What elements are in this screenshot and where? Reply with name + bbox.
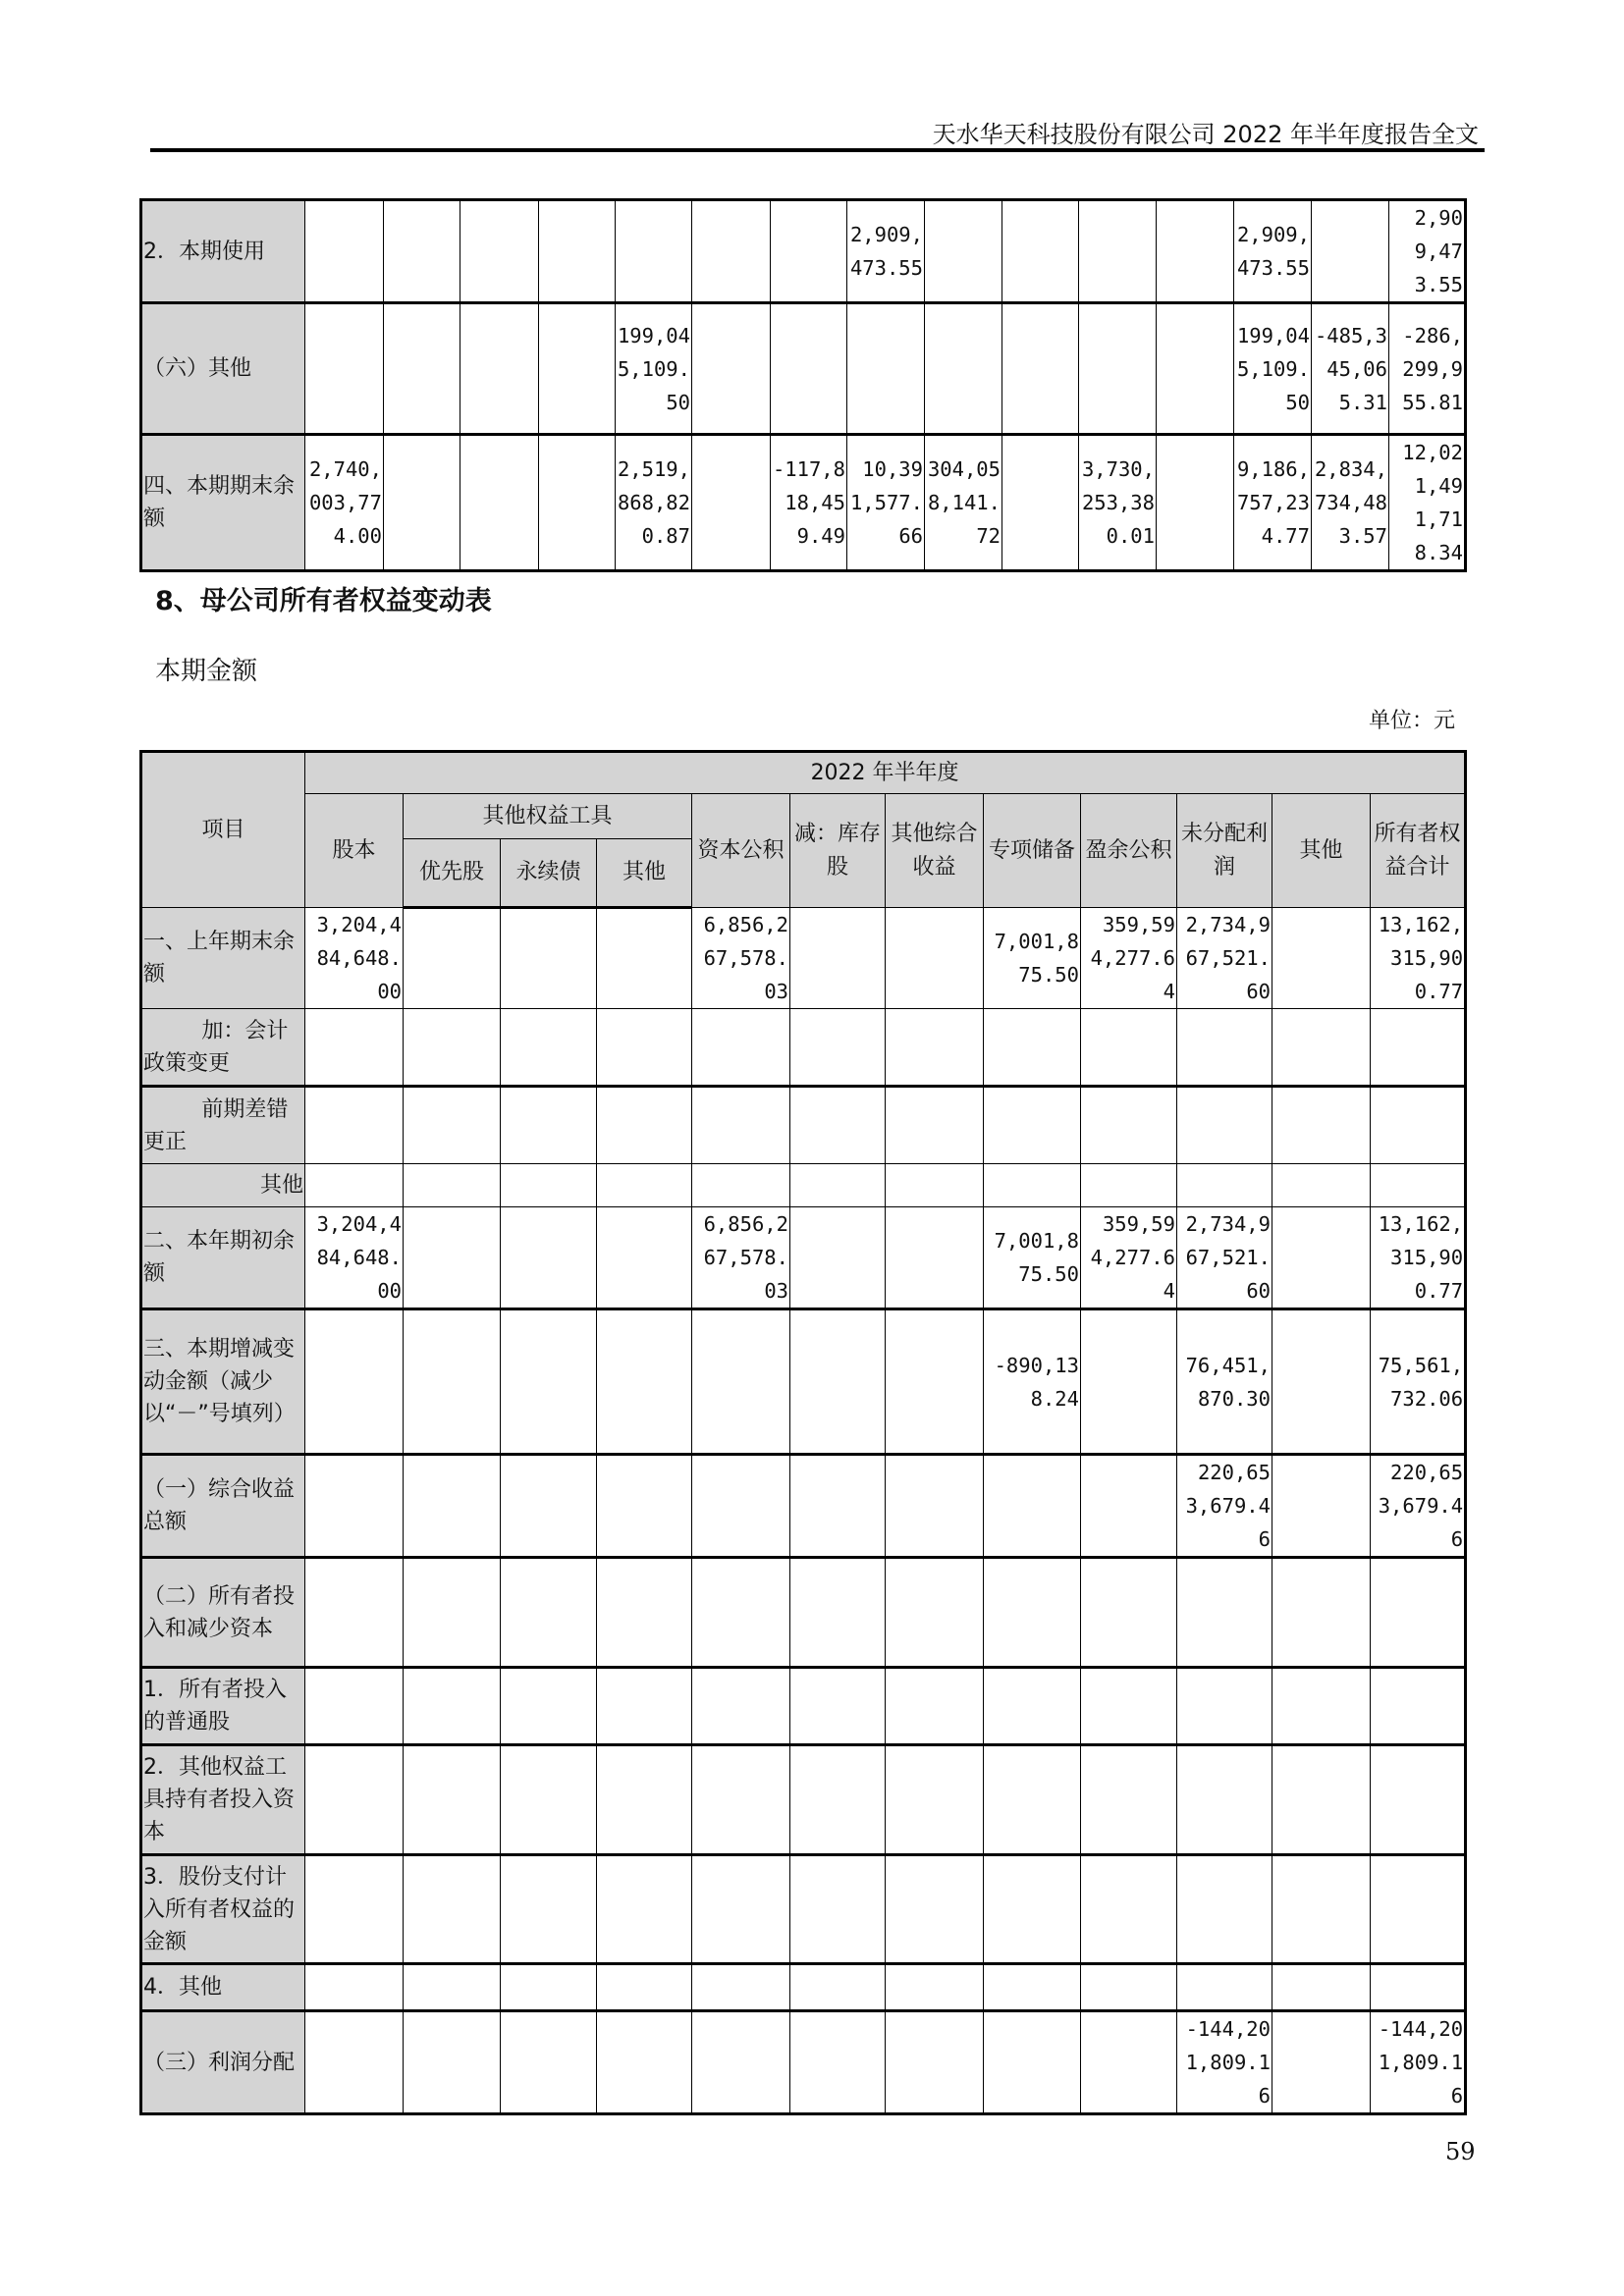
table-cell (692, 2011, 790, 2114)
header-special-reserve: 专项储备 (984, 794, 1081, 908)
table-cell (790, 1164, 886, 1207)
table-cell (1177, 1964, 1272, 2011)
table-cell (305, 200, 384, 303)
table-cell: 6,856,267,578.03 (692, 908, 790, 1009)
table-cell (790, 1309, 886, 1455)
table-cell (501, 1558, 597, 1668)
table-cell (790, 1087, 886, 1164)
table-cell (539, 435, 616, 571)
table-cell (984, 2011, 1081, 2114)
table-cell (886, 1087, 984, 1164)
table-cell (305, 1164, 404, 1207)
row-label: 四、本期期末余额 (141, 435, 305, 571)
table-cell (501, 1455, 597, 1558)
table-cell (539, 200, 616, 303)
table-cell: 2,909,473.55 (1234, 200, 1312, 303)
table-row (141, 1207, 1466, 1309)
table-cell (1079, 200, 1157, 303)
table-row (141, 1964, 1466, 2011)
row-label: 其他 (141, 1164, 305, 1207)
table-cell (790, 1855, 886, 1964)
table-cell: 3,204,484,648.00 (305, 908, 404, 1009)
table-cell (1272, 1207, 1371, 1309)
table-cell (616, 200, 692, 303)
table-cell (1079, 303, 1157, 435)
table-cell (984, 1164, 1081, 1207)
table-row (141, 435, 1466, 571)
table-cell (1177, 1855, 1272, 1964)
table-cell: 3,204,484,648.00 (305, 1207, 404, 1309)
table-cell (1177, 1558, 1272, 1668)
table-cell: 220,653,679.46 (1177, 1455, 1272, 1558)
table-row (141, 1558, 1466, 1668)
table-cell: -286,299,955.81 (1389, 303, 1466, 435)
parent-equity-change-table (139, 750, 1467, 2115)
table-cell: 6,856,267,578.03 (692, 1207, 790, 1309)
table-cell (501, 2011, 597, 2114)
table-cell (460, 200, 539, 303)
table-cell: 76,451,870.30 (1177, 1309, 1272, 1455)
table-cell (692, 1087, 790, 1164)
table-row (141, 2011, 1466, 2114)
table-cell: 2,909,473.55 (847, 200, 925, 303)
table-cell (692, 1164, 790, 1207)
table-cell (886, 1964, 984, 2011)
table-cell (597, 2011, 692, 2114)
table-cell: 9,186,757,234.77 (1234, 435, 1312, 571)
table-cell (305, 1964, 404, 2011)
table-cell (692, 1009, 790, 1087)
table-cell (692, 303, 771, 435)
table-cell: 7,001,875.50 (984, 1207, 1081, 1309)
table-cell: 2,834,734,483.57 (1312, 435, 1389, 571)
row-label: （二）所有者投入和减少资本 (141, 1558, 305, 1668)
table-cell (790, 908, 886, 1009)
header-surplus-reserve: 盈余公积 (1081, 794, 1177, 908)
table-cell (501, 908, 597, 1009)
table-cell (1081, 2011, 1177, 2114)
table-cell (1081, 1009, 1177, 1087)
table-cell (597, 1164, 692, 1207)
table-cell (597, 1745, 692, 1855)
table-cell (1177, 1087, 1272, 1164)
header-preferred-stock: 优先股 (404, 839, 501, 908)
table-cell (404, 1455, 501, 1558)
header-oci: 其他综合收益 (886, 794, 984, 908)
header-retained-earnings: 未分配利润 (1177, 794, 1272, 908)
table-cell (305, 1855, 404, 1964)
table-cell (886, 1164, 984, 1207)
table-cell: -890,138.24 (984, 1309, 1081, 1455)
table-cell (1272, 1087, 1371, 1164)
table-cell (404, 1164, 501, 1207)
table-cell (1272, 1964, 1371, 2011)
table-cell (501, 1009, 597, 1087)
table-cell: 2,909,473.55 (1389, 200, 1466, 303)
table-cell (1157, 303, 1234, 435)
table-cell (1081, 1964, 1177, 2011)
table-row (141, 1745, 1466, 1855)
table-cell (1081, 1558, 1177, 1668)
table-cell: 220,653,679.46 (1371, 1455, 1466, 1558)
document-header-title: 天水华天科技股份有限公司 2022 年半年度报告全文 (932, 121, 1479, 148)
table-cell (384, 303, 460, 435)
table-cell: -144,201,809.16 (1177, 2011, 1272, 2114)
table-row (141, 1009, 1466, 1087)
table-cell (886, 1558, 984, 1668)
unit-label: 单位：元 (1368, 709, 1455, 733)
table-cell (790, 1668, 886, 1745)
header-other: 其他 (1272, 794, 1371, 908)
table-cell (847, 303, 925, 435)
row-label: 前期差错更正 (141, 1087, 305, 1164)
table-cell (501, 1964, 597, 2011)
table-cell (886, 1855, 984, 1964)
table-cell (984, 1855, 1081, 1964)
table-cell (305, 2011, 404, 2114)
table-cell (1002, 435, 1079, 571)
table-cell (790, 1009, 886, 1087)
table-cell (1081, 1309, 1177, 1455)
table-cell (886, 1009, 984, 1087)
table-cell (1157, 200, 1234, 303)
table-cell (1272, 2011, 1371, 2114)
table-cell (1081, 1855, 1177, 1964)
table-cell (501, 1207, 597, 1309)
table-cell (597, 1087, 692, 1164)
table-cell (1177, 1009, 1272, 1087)
table-cell (1371, 1668, 1466, 1745)
table-cell (404, 908, 501, 1009)
table-cell (984, 1668, 1081, 1745)
table-cell (1272, 1668, 1371, 1745)
table-cell (984, 1087, 1081, 1164)
table-cell (1371, 1558, 1466, 1668)
table-row (141, 908, 1466, 1009)
table-row (141, 1087, 1466, 1164)
table-cell (692, 435, 771, 571)
table-cell (305, 1745, 404, 1855)
header-capital-reserve: 资本公积 (692, 794, 790, 908)
table-row (141, 1164, 1466, 1207)
table-cell (790, 1455, 886, 1558)
header-divider (150, 148, 1485, 152)
table-cell (460, 435, 539, 571)
table-cell (692, 1668, 790, 1745)
table-cell (501, 1745, 597, 1855)
table-cell (1272, 1309, 1371, 1455)
header-other-equity: 其他 (597, 839, 692, 908)
table-cell (1371, 1087, 1466, 1164)
row-label: 1．所有者投入的普通股 (141, 1668, 305, 1745)
table-cell (1081, 1164, 1177, 1207)
table-cell (886, 1309, 984, 1455)
table-cell (984, 1964, 1081, 2011)
table-cell: -117,818,459.49 (771, 435, 847, 571)
table-cell (597, 1455, 692, 1558)
table-cell (1177, 1745, 1272, 1855)
table-cell (501, 1855, 597, 1964)
table-cell (771, 303, 847, 435)
table-cell (1272, 1009, 1371, 1087)
table-cell (790, 1207, 886, 1309)
row-label: 三、本期增减变动金额（减少以“－”号填列） (141, 1309, 305, 1455)
table-cell (597, 1207, 692, 1309)
row-label: 3．股份支付计入所有者权益的金额 (141, 1855, 305, 1964)
table-cell (886, 908, 984, 1009)
header-total-equity: 所有者权益合计 (1371, 794, 1466, 908)
table-cell (305, 1558, 404, 1668)
table-cell (597, 1668, 692, 1745)
table-cell (1272, 1164, 1371, 1207)
table-cell (305, 1668, 404, 1745)
table-cell: -144,201,809.16 (1371, 2011, 1466, 2114)
table-cell (1272, 1855, 1371, 1964)
table-cell (597, 1009, 692, 1087)
table-cell (1371, 1745, 1466, 1855)
table-cell (925, 200, 1002, 303)
table-cell (305, 1009, 404, 1087)
table-cell: 2,519,868,820.87 (616, 435, 692, 571)
table-cell: 2,740,003,774.00 (305, 435, 384, 571)
table-cell (597, 1855, 692, 1964)
table-cell: 2,734,967,521.60 (1177, 1207, 1272, 1309)
table-cell (501, 1087, 597, 1164)
table-cell (404, 1009, 501, 1087)
header-item: 项目 (141, 752, 305, 908)
table-cell (1272, 1745, 1371, 1855)
section-title: 8、母公司所有者权益变动表 (155, 586, 492, 616)
section-subtitle: 本期金额 (155, 657, 258, 686)
row-label: 2．本期使用 (141, 200, 305, 303)
table-cell (597, 908, 692, 1009)
table-cell (692, 1855, 790, 1964)
table-cell (404, 1964, 501, 2011)
table-cell (404, 1668, 501, 1745)
table-cell: 359,594,277.64 (1081, 1207, 1177, 1309)
table-cell (984, 1009, 1081, 1087)
table-cell (404, 2011, 501, 2114)
table-cell (1081, 1745, 1177, 1855)
table-cell (886, 1455, 984, 1558)
table-cell (925, 303, 1002, 435)
table-cell (501, 1668, 597, 1745)
table-cell (404, 1087, 501, 1164)
table-cell (886, 1668, 984, 1745)
table-cell (597, 1964, 692, 2011)
table-cell: -485,345,065.31 (1312, 303, 1389, 435)
table-cell (790, 1964, 886, 2011)
table-cell (305, 303, 384, 435)
table-cell (384, 200, 460, 303)
table-cell: 199,045,109.50 (616, 303, 692, 435)
table-cell (692, 1455, 790, 1558)
table-cell (501, 1164, 597, 1207)
table-cell (597, 1309, 692, 1455)
table-cell (1371, 1164, 1466, 1207)
row-label: （一）综合收益总额 (141, 1455, 305, 1558)
table-cell (597, 1558, 692, 1668)
row-label: （六）其他 (141, 303, 305, 435)
table-cell (790, 1745, 886, 1855)
row-label: 2．其他权益工具持有者投入资本 (141, 1745, 305, 1855)
header-period: 2022 年半年度 (305, 752, 1466, 794)
table-cell: 359,594,277.64 (1081, 908, 1177, 1009)
row-label: 加：会计政策变更 (141, 1009, 305, 1087)
table-cell (305, 1455, 404, 1558)
table-cell (404, 1745, 501, 1855)
table-cell: 10,391,577.66 (847, 435, 925, 571)
table-cell (692, 1964, 790, 2011)
table-cell (384, 435, 460, 571)
table-cell: 75,561,732.06 (1371, 1309, 1466, 1455)
table-cell (886, 1207, 984, 1309)
table-cell: 3,730,253,380.01 (1079, 435, 1157, 571)
table-cell (1157, 435, 1234, 571)
table-cell (1002, 200, 1079, 303)
table-cell (790, 1558, 886, 1668)
header-perpetual-bond: 永续债 (501, 839, 597, 908)
table-cell (1002, 303, 1079, 435)
table-cell (1081, 1087, 1177, 1164)
table-cell (404, 1855, 501, 1964)
table-cell (1371, 1964, 1466, 2011)
table-cell (984, 1745, 1081, 1855)
header-share-capital: 股本 (305, 794, 404, 908)
row-label: （三）利润分配 (141, 2011, 305, 2114)
page-number: 59 (1445, 2138, 1476, 2165)
table-cell (1081, 1668, 1177, 1745)
row-label: 二、本年期初余额 (141, 1207, 305, 1309)
table-cell (771, 200, 847, 303)
table-cell: 199,045,109.50 (1234, 303, 1312, 435)
table-cell (1371, 1855, 1466, 1964)
header-other-equity-instruments: 其他权益工具 (404, 794, 692, 839)
header-treasury-stock: 减：库存股 (790, 794, 886, 908)
table-row (141, 1309, 1466, 1455)
table-cell (305, 1087, 404, 1164)
table-cell (1177, 1668, 1272, 1745)
table-cell (886, 1745, 984, 1855)
table-row (141, 1455, 1466, 1558)
table-cell (404, 1558, 501, 1668)
table-cell (539, 303, 616, 435)
table-cell: 2,734,967,521.60 (1177, 908, 1272, 1009)
table-cell (404, 1207, 501, 1309)
table-cell (1177, 1164, 1272, 1207)
table-cell (790, 2011, 886, 2114)
table-cell: 13,162,315,900.77 (1371, 908, 1466, 1009)
table-cell (1081, 1455, 1177, 1558)
table-cell (984, 1455, 1081, 1558)
table-row (141, 1855, 1466, 1964)
table-cell (460, 303, 539, 435)
table-cell: 304,058,141.72 (925, 435, 1002, 571)
table-cell (1272, 1455, 1371, 1558)
table-cell (692, 1745, 790, 1855)
table-cell (404, 1309, 501, 1455)
table-row (141, 200, 1466, 303)
table-row (141, 1668, 1466, 1745)
consolidated-equity-continuation-table (139, 198, 1467, 572)
table-cell (1272, 1558, 1371, 1668)
table-cell (501, 1309, 597, 1455)
table-row (141, 303, 1466, 435)
table-cell (1272, 908, 1371, 1009)
table-cell (692, 1558, 790, 1668)
table-cell (692, 1309, 790, 1455)
table-cell (886, 2011, 984, 2114)
table-cell: 7,001,875.50 (984, 908, 1081, 1009)
row-label: 一、上年期末余额 (141, 908, 305, 1009)
table-cell: 13,162,315,900.77 (1371, 1207, 1466, 1309)
table-cell (1371, 1009, 1466, 1087)
table-cell (692, 200, 771, 303)
row-label: 4．其他 (141, 1964, 305, 2011)
table-cell: 12,021,491,718.34 (1389, 435, 1466, 571)
table-cell (1312, 200, 1389, 303)
table-cell (305, 1309, 404, 1455)
table-cell (984, 1558, 1081, 1668)
